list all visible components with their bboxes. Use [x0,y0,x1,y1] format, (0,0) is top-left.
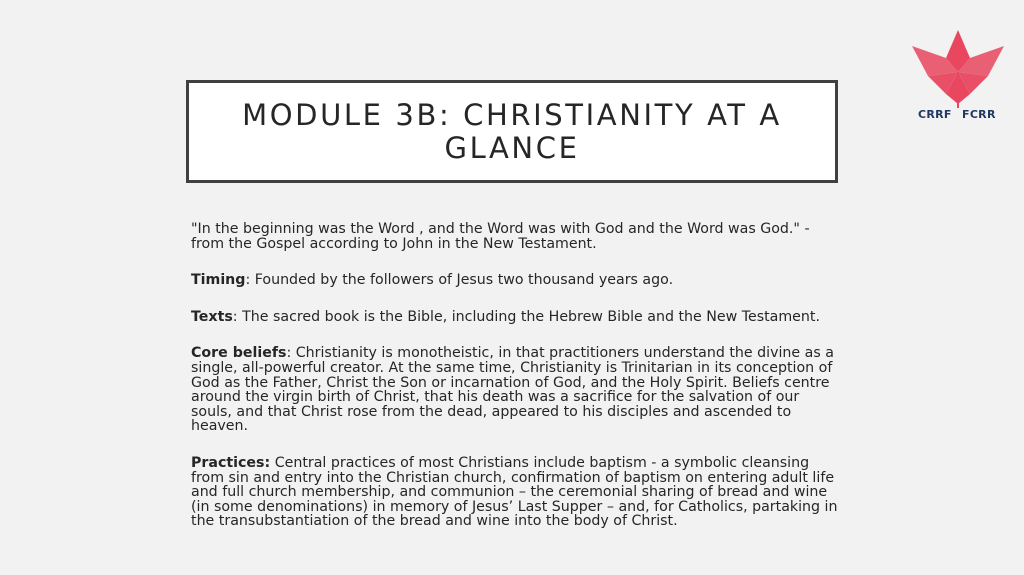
page-title: MODULE 3B: CHRISTIANITY AT A GLANCE [242,97,782,165]
core-beliefs-paragraph [191,346,841,434]
logo-crrf-text: CRRF [918,108,952,121]
content-body [191,222,841,551]
crrf-logo [906,28,1010,124]
quote-paragraph: "In the beginning was the Word , and the Word was with God and the Word was God." - from the Gospel according to John in the New Testament. [191,221,810,252]
texts-label: Texts [191,308,233,325]
core-beliefs-label: Core beliefs [191,345,287,362]
timing-text: : Founded by the followers of Jesus two thousand years ago. [245,272,674,289]
practices-paragraph [191,456,841,529]
texts-text: : The sacred book is the Bible, including the Hebrew Bible and the New Testament. [232,308,820,325]
core-beliefs-text: : Christianity is monotheistic, in that practitioners understand the divine as a single, all-powerful creator. At the same time, Christianity is Trinitarian in its conception of God as the Father, Christ the Son or incarnation of God, and the Holy Spirit. Beliefs centre around the virgin birth of Christ, that his death was a sacrifice for the salvation of our souls, and that Christ rose from the dead, appeared to his disciples and ascended to heaven. [191,345,834,435]
timing-label: Timing [191,272,246,289]
title-box [186,80,838,183]
timing-paragraph [191,273,841,288]
logo-fcrr-text: FCRR [962,108,996,121]
practices-text: Central practices of most Christians include baptism - a symbolic cleansing from sin and entry into the Christian church, confirmation of baptism on entering adult life and full church membership, and communion – the ceremonial sharing of bread and wine (in some denominations) in memory of Jesus’ Last Supper – and, for Catholics, partaking in the transubstantiation of the bread and wine into the body of Christ. [191,454,838,530]
practices-label: Practices: [191,454,271,471]
maple-leaf-icon [906,28,1010,108]
texts-paragraph [191,310,841,325]
